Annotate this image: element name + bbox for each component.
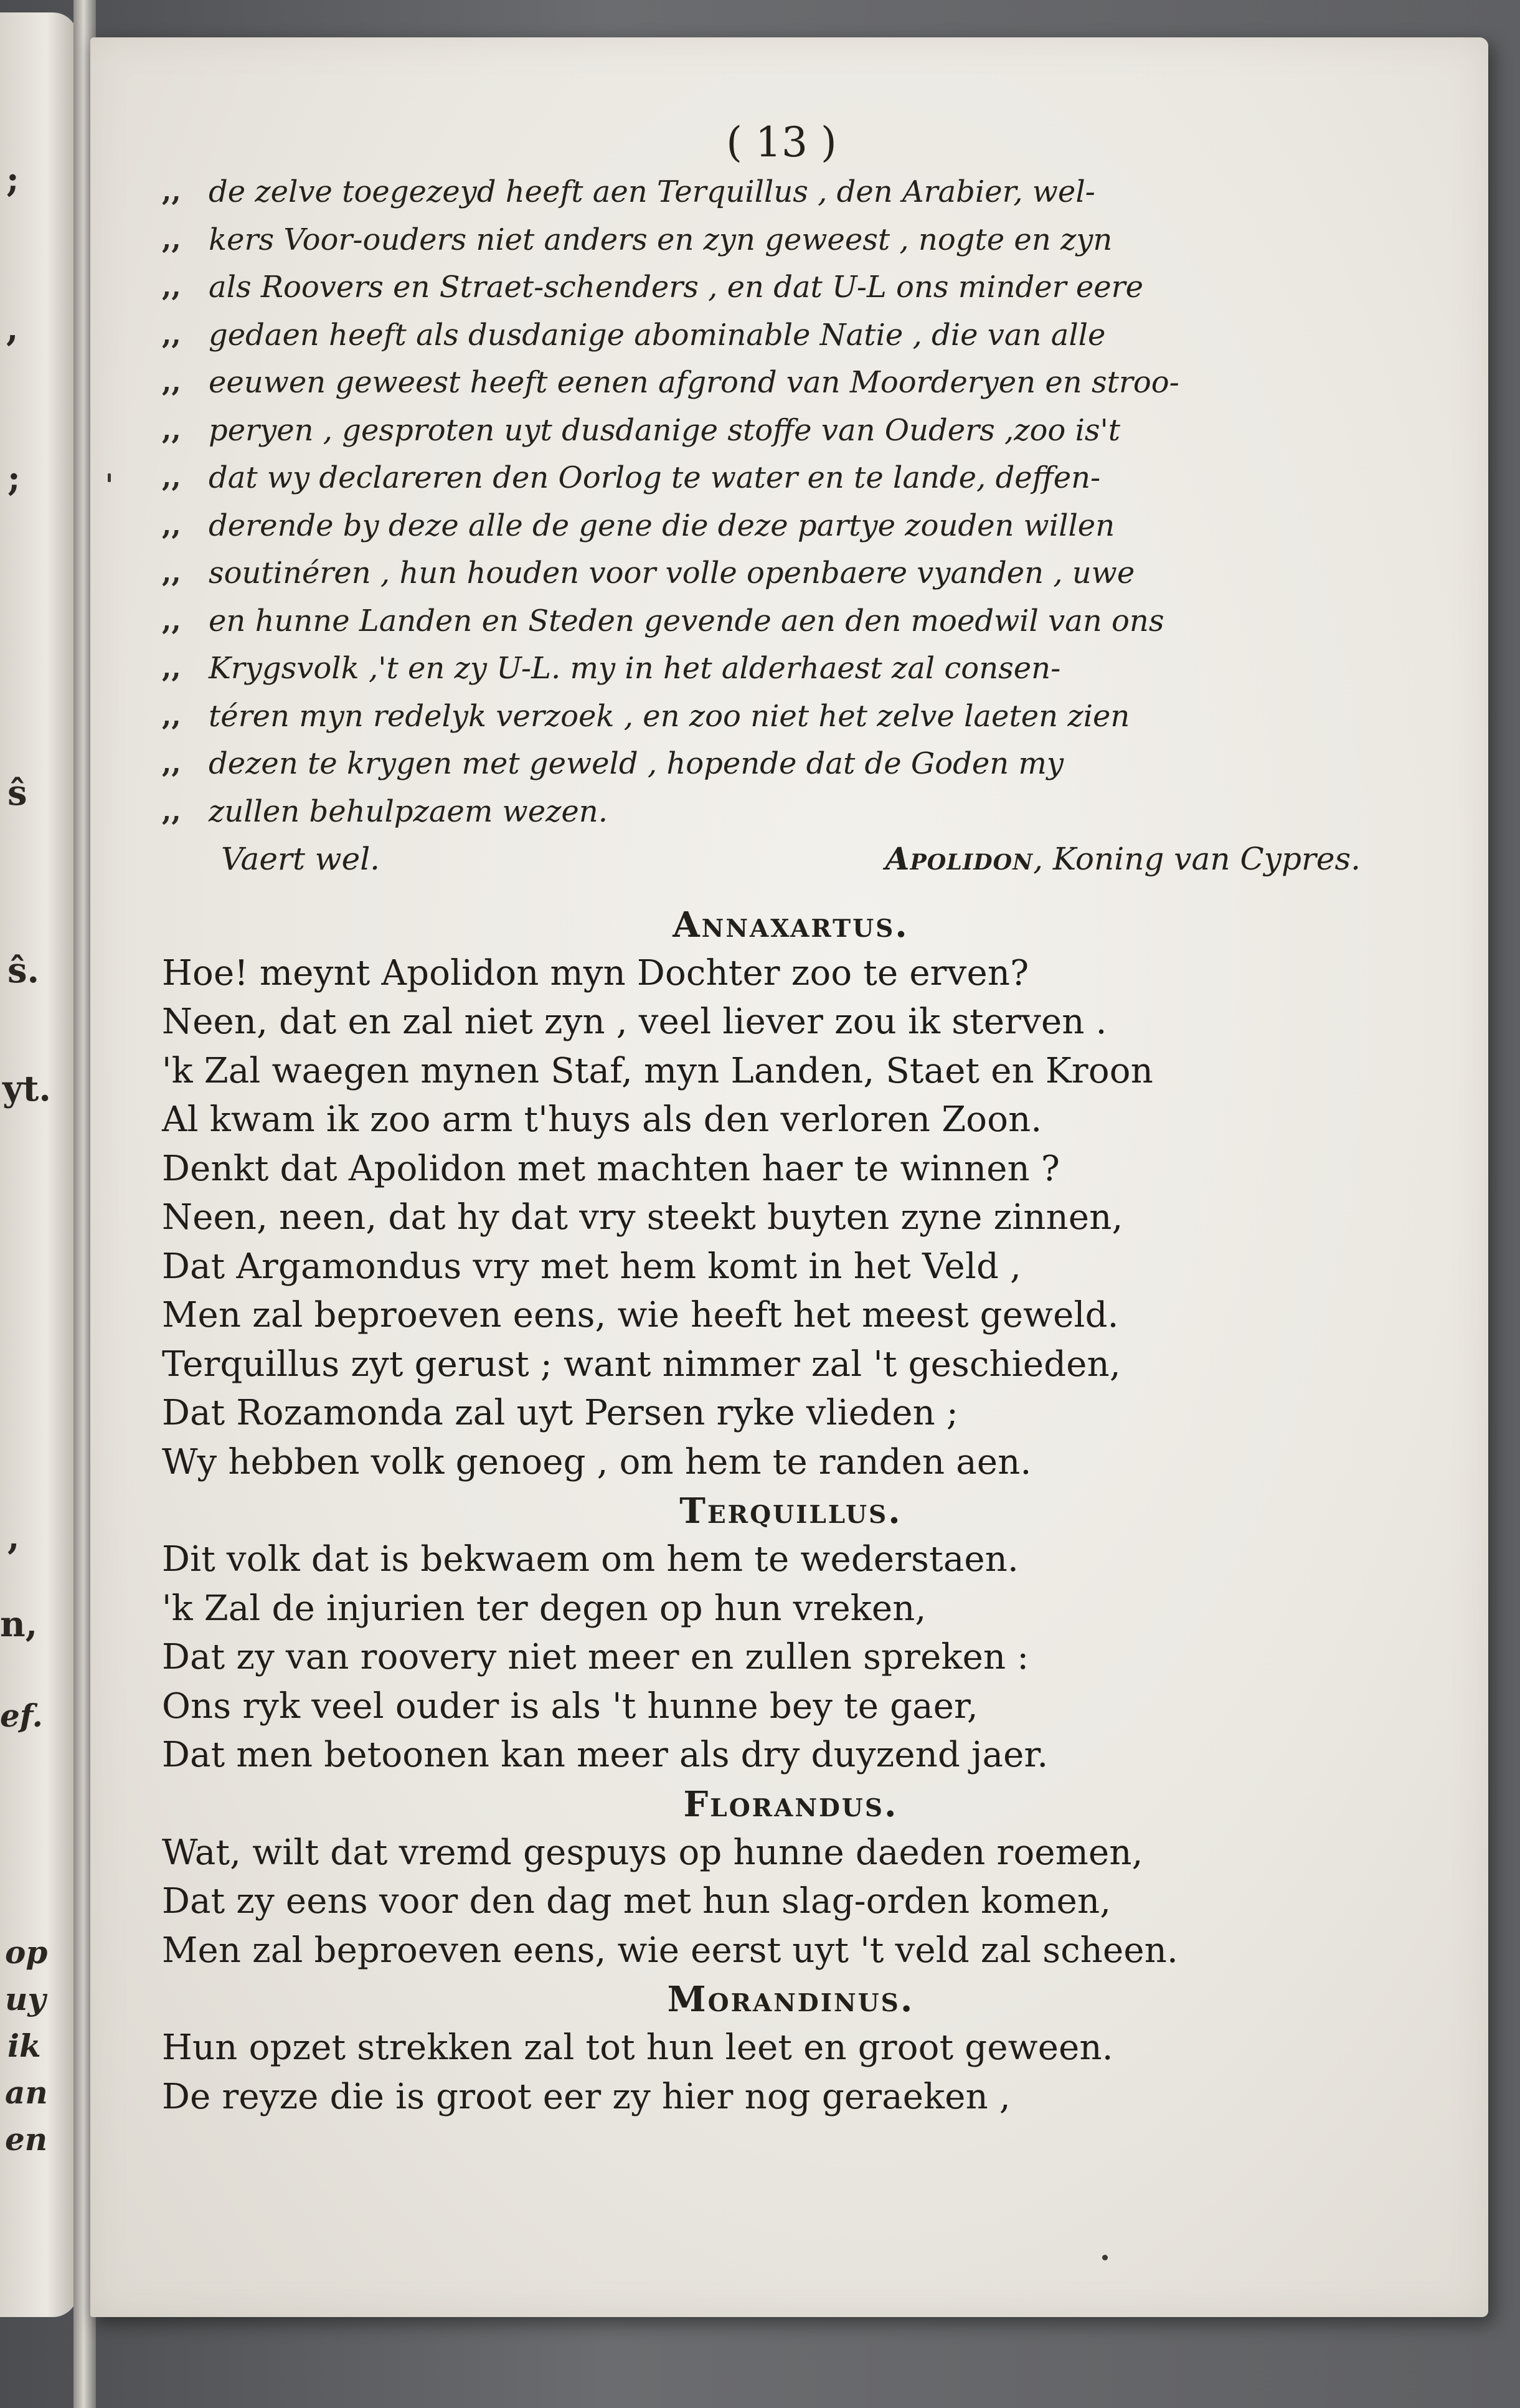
verse-line: Men zal beproeven eens, wie eerst uyt 't veld zal scheen. bbox=[162, 1930, 1178, 1971]
book-page bbox=[90, 37, 1488, 2317]
letter-line bbox=[162, 216, 1345, 264]
letter-line bbox=[162, 359, 1345, 407]
letter-line bbox=[162, 454, 1345, 502]
left-page-fragment: yt. bbox=[2, 1068, 51, 1109]
letter-line bbox=[162, 502, 1345, 550]
letter-line-text: peryen , gesproten uyt dusdanige stoffe van Ouders ,zoo is't bbox=[209, 412, 1121, 448]
quote-mark: ,, bbox=[162, 366, 181, 398]
quote-mark: ,, bbox=[162, 557, 181, 589]
left-page-fragment: ; bbox=[6, 159, 19, 200]
quote-mark: ,, bbox=[162, 747, 181, 779]
letter-line-text: kers Voor-ouders niet anders en zyn geweest , nogte en zyn bbox=[209, 222, 1113, 257]
left-page-fragment: , bbox=[7, 1517, 20, 1558]
letter-line bbox=[162, 263, 1345, 311]
left-page-fragment: n, bbox=[0, 1604, 38, 1645]
letter-line-text: Krygsvolk ,'t en zy U-L. my in het alderhaest zal consen- bbox=[209, 651, 1061, 686]
verse-line: Dat Argamondus vry met hem komt in het Veld , bbox=[162, 1246, 1022, 1287]
page-number: ( 13 ) bbox=[726, 118, 837, 166]
verse-line: Hoe! meynt Apolidon myn Dochter zoo te erven? bbox=[162, 952, 1029, 993]
verse-line: Al kwam ik zoo arm t'huys als den verloren Zoon. bbox=[162, 1099, 1042, 1140]
speech bbox=[162, 901, 1345, 1487]
letter-line bbox=[162, 311, 1345, 359]
speaker-name: Morandinus. bbox=[667, 1979, 915, 2020]
speaker-name: Terquillus. bbox=[679, 1491, 902, 1532]
speech bbox=[162, 1780, 1345, 1976]
verse-line: Neen, neen, dat hy dat vry steekt buyten zyne zinnen, bbox=[162, 1197, 1123, 1238]
verse-line: Denkt dat Apolidon met machten haer te winnen ? bbox=[162, 1148, 1060, 1189]
letter-line-text: zullen behulpzaem wezen. bbox=[209, 794, 608, 829]
left-page-fragment: ; bbox=[7, 458, 21, 499]
letter-line bbox=[162, 693, 1345, 741]
quote-mark: ,, bbox=[162, 176, 181, 207]
signature bbox=[885, 835, 1361, 883]
verse-line: De reyze die is groot eer zy hier nog geraeken , bbox=[162, 2076, 1011, 2117]
speech bbox=[162, 1975, 1345, 2121]
verse-line: Dat men betoonen kan meer als dry duyzend jaer. bbox=[162, 1735, 1049, 1775]
verse-line: Hun opzet strekken zal tot hun leet en groot geween. bbox=[162, 2027, 1113, 2068]
verse-line: Neen, dat en zal niet zyn , veel liever zou ik sterven . bbox=[162, 1002, 1107, 1042]
letter-line-text: derende by deze alle de gene die deze partye zouden willen bbox=[209, 508, 1115, 543]
letter-line bbox=[162, 645, 1345, 693]
verse-line: Dat zy eens voor den dag met hun slag-orden komen, bbox=[162, 1881, 1112, 1922]
verse-line: 'k Zal de injurien ter degen op hun vreken, bbox=[162, 1588, 927, 1629]
quote-mark: ,, bbox=[162, 604, 181, 637]
letter-line bbox=[162, 788, 1345, 836]
left-page-fragment: ŝ. bbox=[7, 950, 40, 991]
letter-line bbox=[162, 407, 1345, 455]
letter-line-text: als Roovers en Straet-schenders , en dat U-L ons minder eere bbox=[209, 270, 1144, 305]
left-page-fragment: ŝ bbox=[7, 772, 27, 813]
verse-line: Ons ryk veel ouder is als 't hunne bey te gaer, bbox=[162, 1685, 978, 1727]
speaker-name: Florandus. bbox=[683, 1783, 899, 1825]
left-page-fragment: ik bbox=[7, 2027, 41, 2064]
left-page-fragment: uy bbox=[5, 1981, 46, 2017]
signature-title: , Koning van Cypres. bbox=[1033, 841, 1361, 877]
left-page-fragment: en bbox=[5, 2121, 48, 2158]
quote-mark: ,, bbox=[162, 509, 181, 541]
verse-line: Men zal beproeven eens, wie heeft het meest geweld. bbox=[162, 1295, 1119, 1335]
letter-line-text: dezen te krygen met geweld , hopende dat de Goden my bbox=[209, 746, 1064, 781]
quote-mark: ,, bbox=[162, 223, 181, 255]
letter-line-text: téren myn redelyk verzoek , en zoo niet het zelve laeten zien bbox=[209, 698, 1130, 734]
letter-closing bbox=[162, 835, 1361, 883]
verse-line: Dat Rozamonda zal uyt Persen ryke vlieden ; bbox=[162, 1393, 958, 1433]
letter-line-text: en hunne Landen en Steden gevende aen den moedwil van ons bbox=[209, 603, 1164, 638]
letter-line bbox=[162, 740, 1345, 788]
verse-line: Dat zy van roovery niet meer en zullen spreken : bbox=[162, 1637, 1029, 1677]
quote-mark: ,, bbox=[162, 318, 181, 351]
verse-line: Wy hebben volk genoeg , om hem te randen aen. bbox=[162, 1441, 1032, 1482]
verse-line: Dit volk dat is bekwaem om hem te wederstaen. bbox=[162, 1539, 1019, 1580]
closing-salutation: Vaert wel. bbox=[221, 841, 380, 877]
speech bbox=[162, 1487, 1345, 1780]
page-content bbox=[162, 168, 1361, 2121]
left-page-fragment: an bbox=[5, 2074, 48, 2111]
quote-mark: ,, bbox=[162, 699, 181, 732]
quote-mark: ,, bbox=[162, 271, 181, 303]
ink-speck bbox=[108, 473, 111, 482]
letter-line bbox=[162, 549, 1345, 597]
dialogue-block bbox=[162, 901, 1345, 2122]
speaker-name: Annaxartus. bbox=[673, 904, 909, 946]
ink-speck bbox=[1102, 2255, 1108, 2260]
left-page-fragment: op bbox=[5, 1934, 48, 1971]
left-page-fragment: , bbox=[6, 308, 19, 349]
left-page-fragment: ef. bbox=[0, 1697, 43, 1734]
letter-line-text: dat wy declareren den Oorlog te water en te lande, deffen- bbox=[209, 460, 1101, 495]
quote-mark: ,, bbox=[162, 414, 181, 446]
letter-line-text: eeuwen geweest heeft eenen afgrond van Moorderyen en stroo- bbox=[209, 365, 1179, 400]
quote-mark: ,, bbox=[162, 795, 181, 827]
quote-mark: ,, bbox=[162, 462, 181, 493]
letter-line bbox=[162, 597, 1345, 645]
letter-line bbox=[162, 168, 1345, 216]
verse-line: 'k Zal waegen mynen Staf, myn Landen, Staet en Kroon bbox=[162, 1050, 1153, 1091]
letter-block bbox=[162, 168, 1345, 835]
quote-mark: ,, bbox=[162, 652, 181, 684]
left-page-edge bbox=[0, 12, 78, 2317]
letter-line-text: soutinéren , hun houden voor volle openbaere vyanden , uwe bbox=[209, 556, 1135, 590]
letter-line-text: de zelve toegezeyd heeft aen Terquillus , den Arabier, wel- bbox=[209, 174, 1095, 209]
verse-line: Terquillus zyt gerust ; want nimmer zal 't geschieden, bbox=[162, 1344, 1121, 1385]
letter-line-text: gedaen heeft als dusdanige abominable Natie , die van alle bbox=[209, 317, 1106, 353]
signature-name: Apolidon bbox=[885, 840, 1034, 877]
verse-line: Wat, wilt dat vremd gespuys op hunne daeden roemen, bbox=[162, 1832, 1143, 1873]
